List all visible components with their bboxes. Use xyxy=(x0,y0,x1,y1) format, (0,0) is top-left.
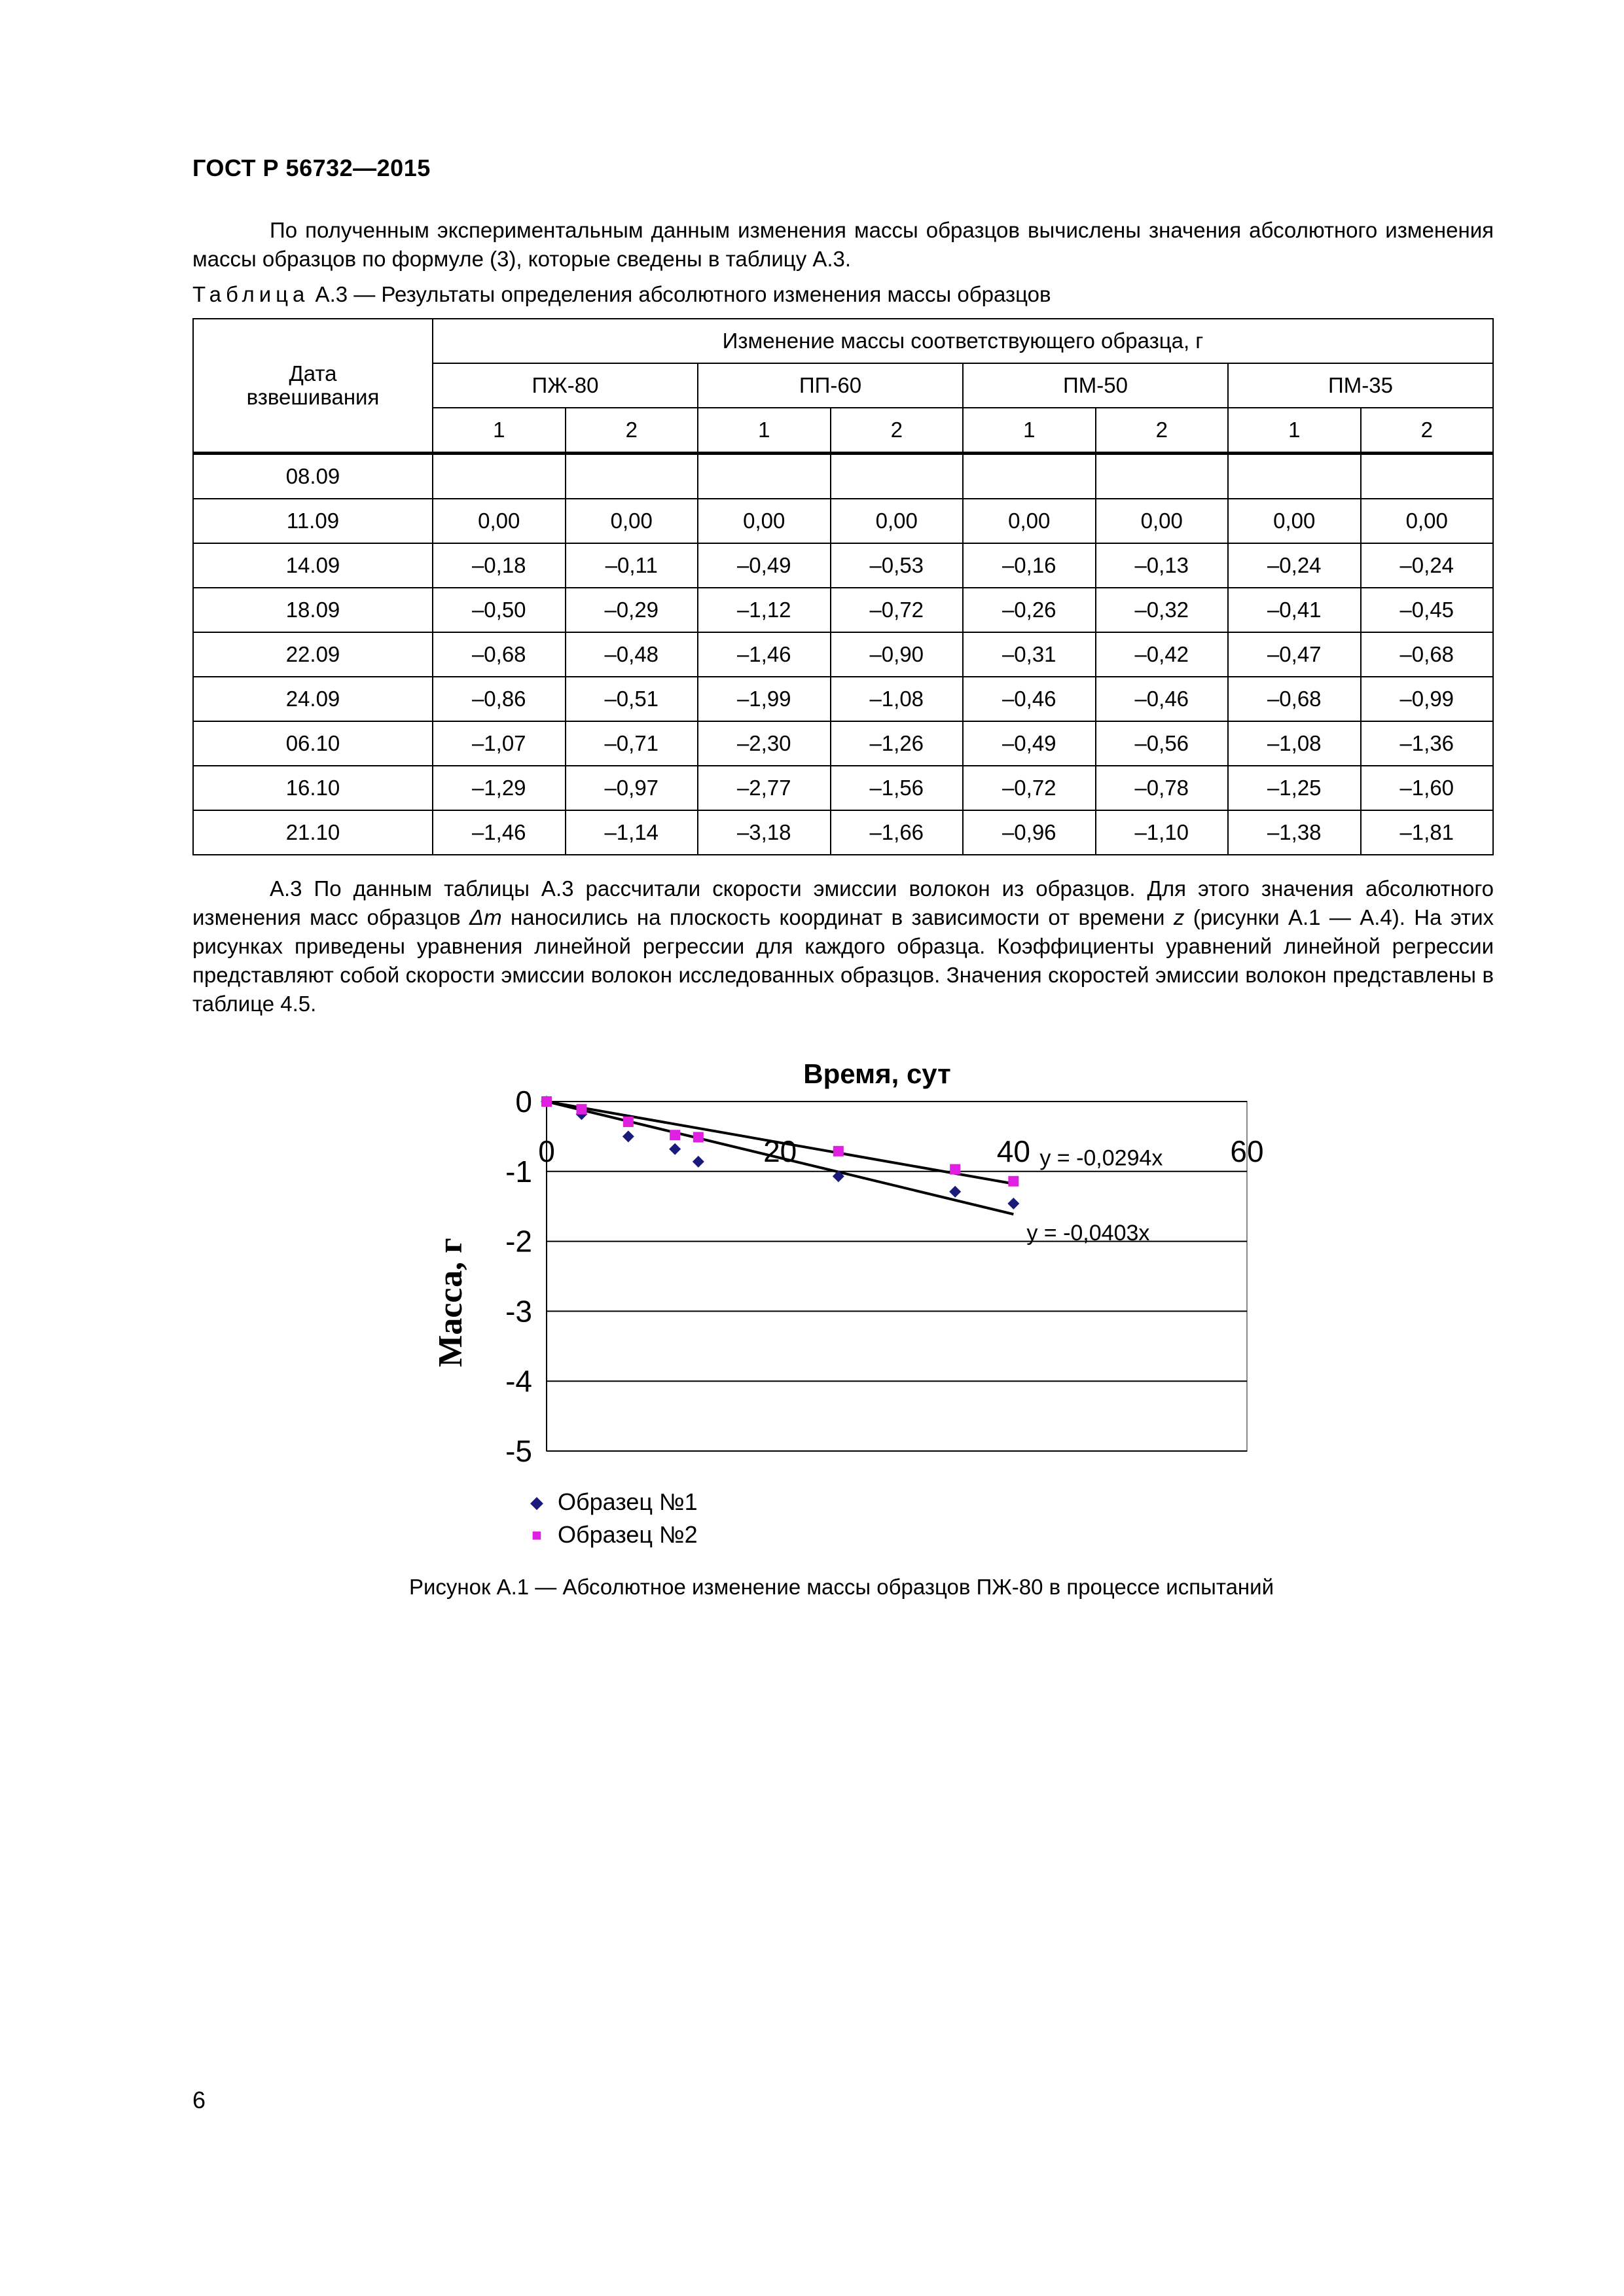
x-tick-label: 0 xyxy=(538,1134,555,1168)
value-cell xyxy=(566,454,698,499)
y-axis-label: Масса, г xyxy=(432,1238,469,1367)
y-tick-label: 0 xyxy=(515,1085,532,1119)
chart-legend xyxy=(524,1486,698,1551)
value-cell: –1,08 xyxy=(831,677,964,721)
legend-entry xyxy=(524,1518,698,1551)
mass-change-chart xyxy=(419,1034,1270,1571)
legend-entry xyxy=(524,1486,698,1518)
specimen-number-header: 1 xyxy=(963,408,1096,454)
table-row xyxy=(193,588,1493,632)
y-tick-label: -3 xyxy=(505,1294,532,1329)
value-cell: –0,29 xyxy=(566,588,698,632)
value-cell xyxy=(1361,454,1494,499)
value-cell xyxy=(1096,454,1229,499)
y-tick-label: -4 xyxy=(505,1364,532,1399)
value-cell: –2,77 xyxy=(698,766,831,810)
trendline-equation: y = -0,0294x xyxy=(1039,1145,1163,1171)
value-cell: –0,78 xyxy=(1096,766,1229,810)
value-cell: –0,96 xyxy=(963,810,1096,855)
mass-change-table xyxy=(192,318,1494,855)
table-row xyxy=(193,766,1493,810)
table-row xyxy=(193,677,1493,721)
value-cell: –1,25 xyxy=(1228,766,1361,810)
value-cell: –0,24 xyxy=(1228,543,1361,588)
value-cell: –0,71 xyxy=(566,721,698,766)
value-cell: –1,29 xyxy=(433,766,566,810)
value-cell: –0,72 xyxy=(831,588,964,632)
value-cell: 0,00 xyxy=(1096,499,1229,543)
date-cell: 14.09 xyxy=(193,543,433,588)
value-cell: –0,45 xyxy=(1361,588,1494,632)
value-cell: –0,90 xyxy=(831,632,964,677)
value-cell: 0,00 xyxy=(433,499,566,543)
specimen-number-header: 1 xyxy=(1228,408,1361,454)
specimen-number-header: 2 xyxy=(566,408,698,454)
value-cell: –0,68 xyxy=(1228,677,1361,721)
table-row xyxy=(193,454,1493,499)
value-cell: –0,26 xyxy=(963,588,1096,632)
sample-header: ПП-60 xyxy=(698,363,963,408)
value-cell: 0,00 xyxy=(698,499,831,543)
y-tick-label: -2 xyxy=(505,1224,532,1259)
z-symbol: z xyxy=(1173,905,1185,929)
value-cell: –1,60 xyxy=(1361,766,1494,810)
value-cell: –0,56 xyxy=(1096,721,1229,766)
value-cell: –0,46 xyxy=(963,677,1096,721)
value-cell: –0,49 xyxy=(963,721,1096,766)
specimen-number-header: 1 xyxy=(698,408,831,454)
value-cell: –1,26 xyxy=(831,721,964,766)
value-cell: –0,48 xyxy=(566,632,698,677)
chart-canvas xyxy=(419,1034,1270,1492)
paragraph-a3 xyxy=(192,874,1494,1018)
value-cell: –0,49 xyxy=(698,543,831,588)
value-cell: –1,38 xyxy=(1228,810,1361,855)
date-cell: 08.09 xyxy=(193,454,433,499)
value-cell: –0,32 xyxy=(1096,588,1229,632)
value-cell: –0,42 xyxy=(1096,632,1229,677)
value-cell: –1,12 xyxy=(698,588,831,632)
trendline-equation: y = -0,0403x xyxy=(1026,1221,1150,1246)
value-cell: 0,00 xyxy=(963,499,1096,543)
value-cell xyxy=(433,454,566,499)
delta-m-symbol: Δm xyxy=(469,905,502,929)
value-cell: –1,81 xyxy=(1361,810,1494,855)
data-point-sample2 xyxy=(670,1130,680,1140)
table-row xyxy=(193,499,1493,543)
table-row xyxy=(193,632,1493,677)
group-header: Изменение массы соответствующего образца, г xyxy=(433,319,1493,363)
trendline xyxy=(547,1102,1013,1214)
document-header: ГОСТ Р 56732—2015 xyxy=(192,154,431,181)
y-tick-label: -1 xyxy=(505,1154,532,1189)
para-a3-part1: А.3 По данным таблицы А.3 рассчитали скорости эмиссии волокон из образцов. Для этого значения абсолютного изменения масс образцов xyxy=(192,876,1494,929)
data-point-sample1 xyxy=(623,1130,634,1142)
table-caption-text: А.3 — Результаты определения абсолютного изменения массы образцов xyxy=(309,282,1051,306)
legend-label: Образец №2 xyxy=(558,1521,698,1548)
value-cell: –1,56 xyxy=(831,766,964,810)
value-cell: –0,50 xyxy=(433,588,566,632)
data-point-sample2 xyxy=(833,1146,844,1157)
x-tick-label: 40 xyxy=(996,1134,1030,1168)
x-tick-label: 20 xyxy=(763,1134,797,1168)
value-cell xyxy=(698,454,831,499)
table-row xyxy=(193,543,1493,588)
value-cell: –0,11 xyxy=(566,543,698,588)
diamond-marker-icon: ◆ xyxy=(530,1492,543,1512)
sample-header: ПЖ-80 xyxy=(433,363,698,408)
value-cell: 0,00 xyxy=(1228,499,1361,543)
value-cell: –0,13 xyxy=(1096,543,1229,588)
value-cell: –0,47 xyxy=(1228,632,1361,677)
value-cell: –0,99 xyxy=(1361,677,1494,721)
value-cell: 0,00 xyxy=(1361,499,1494,543)
table-caption-prefix: Таблица xyxy=(192,282,310,306)
page-number: 6 xyxy=(192,2087,206,2113)
data-point-sample2 xyxy=(693,1132,704,1142)
value-cell: –0,31 xyxy=(963,632,1096,677)
value-cell: –1,14 xyxy=(566,810,698,855)
value-cell xyxy=(963,454,1096,499)
sample-header: ПМ-50 xyxy=(963,363,1228,408)
value-cell: –0,68 xyxy=(1361,632,1494,677)
sample-header: ПМ-35 xyxy=(1228,363,1493,408)
specimen-number-header: 1 xyxy=(433,408,566,454)
specimen-number-header: 2 xyxy=(831,408,964,454)
date-cell: 24.09 xyxy=(193,677,433,721)
value-cell: –0,86 xyxy=(433,677,566,721)
value-cell: –0,53 xyxy=(831,543,964,588)
legend-label: Образец №1 xyxy=(558,1488,698,1515)
value-cell: –1,66 xyxy=(831,810,964,855)
value-cell: 0,00 xyxy=(831,499,964,543)
square-marker-icon: ■ xyxy=(532,1525,542,1545)
data-point-sample1 xyxy=(949,1186,961,1198)
x-tick-label: 60 xyxy=(1230,1134,1264,1168)
table-row xyxy=(193,721,1493,766)
intro-paragraph: По полученным экспериментальным данным изменения массы образцов вычислены значения абсолютного изменения массы образцов по формуле (3), которые сведены в таблицу А.3. xyxy=(192,218,1494,271)
value-cell: –0,72 xyxy=(963,766,1096,810)
value-cell: –0,18 xyxy=(433,543,566,588)
table-row xyxy=(193,810,1493,855)
date-cell: 06.10 xyxy=(193,721,433,766)
data-point-sample1 xyxy=(1007,1198,1019,1210)
value-cell: –0,41 xyxy=(1228,588,1361,632)
value-cell: –0,46 xyxy=(1096,677,1229,721)
data-point-sample2 xyxy=(1008,1176,1019,1187)
figure-caption: Рисунок А.1 — Абсолютное изменение массы образцов ПЖ-80 в процессе испытаний xyxy=(408,1575,1274,1599)
data-point-sample2 xyxy=(950,1164,960,1175)
chart-title: Время, сут xyxy=(803,1058,951,1089)
date-cell: 16.10 xyxy=(193,766,433,810)
value-cell: –0,51 xyxy=(566,677,698,721)
date-cell: 18.09 xyxy=(193,588,433,632)
value-cell: –2,30 xyxy=(698,721,831,766)
value-cell: –1,08 xyxy=(1228,721,1361,766)
y-tick-label: -5 xyxy=(505,1434,532,1468)
value-cell: –1,46 xyxy=(433,810,566,855)
data-point-sample2 xyxy=(541,1096,552,1107)
data-point-sample2 xyxy=(577,1104,587,1115)
date-cell: 22.09 xyxy=(193,632,433,677)
value-cell xyxy=(831,454,964,499)
date-header-label: Дата взвешивания xyxy=(246,361,380,409)
value-cell: –0,24 xyxy=(1361,543,1494,588)
value-cell: –0,16 xyxy=(963,543,1096,588)
value-cell xyxy=(1228,454,1361,499)
data-point-sample1 xyxy=(693,1156,704,1168)
data-point-sample2 xyxy=(623,1117,634,1127)
specimen-number-header: 2 xyxy=(1361,408,1494,454)
date-cell: 11.09 xyxy=(193,499,433,543)
value-cell: –0,68 xyxy=(433,632,566,677)
value-cell: –3,18 xyxy=(698,810,831,855)
value-cell: –1,46 xyxy=(698,632,831,677)
para-a3-part2: наносились на плоскость координат в зависимости от времени xyxy=(501,905,1174,929)
para-a3-part3: (рисунки А.1 — А.4). На этих рисунках приведены уравнения линейной регрессии для каждого образца. Коэффициенты уравнений линейной регрессии представляют собой скорости эмиссии волокон исследованных образцов. Значения скоростей эмиссии волокон представлены в таблице 4.5. xyxy=(192,905,1494,1016)
value-cell: –0,97 xyxy=(566,766,698,810)
date-column-header xyxy=(193,319,433,454)
value-cell: –1,99 xyxy=(698,677,831,721)
table-caption xyxy=(192,280,1051,309)
date-cell: 21.10 xyxy=(193,810,433,855)
specimen-number-header: 2 xyxy=(1096,408,1229,454)
value-cell: –1,10 xyxy=(1096,810,1229,855)
value-cell: –1,07 xyxy=(433,721,566,766)
value-cell: –1,36 xyxy=(1361,721,1494,766)
data-point-sample1 xyxy=(669,1143,681,1155)
value-cell: 0,00 xyxy=(566,499,698,543)
